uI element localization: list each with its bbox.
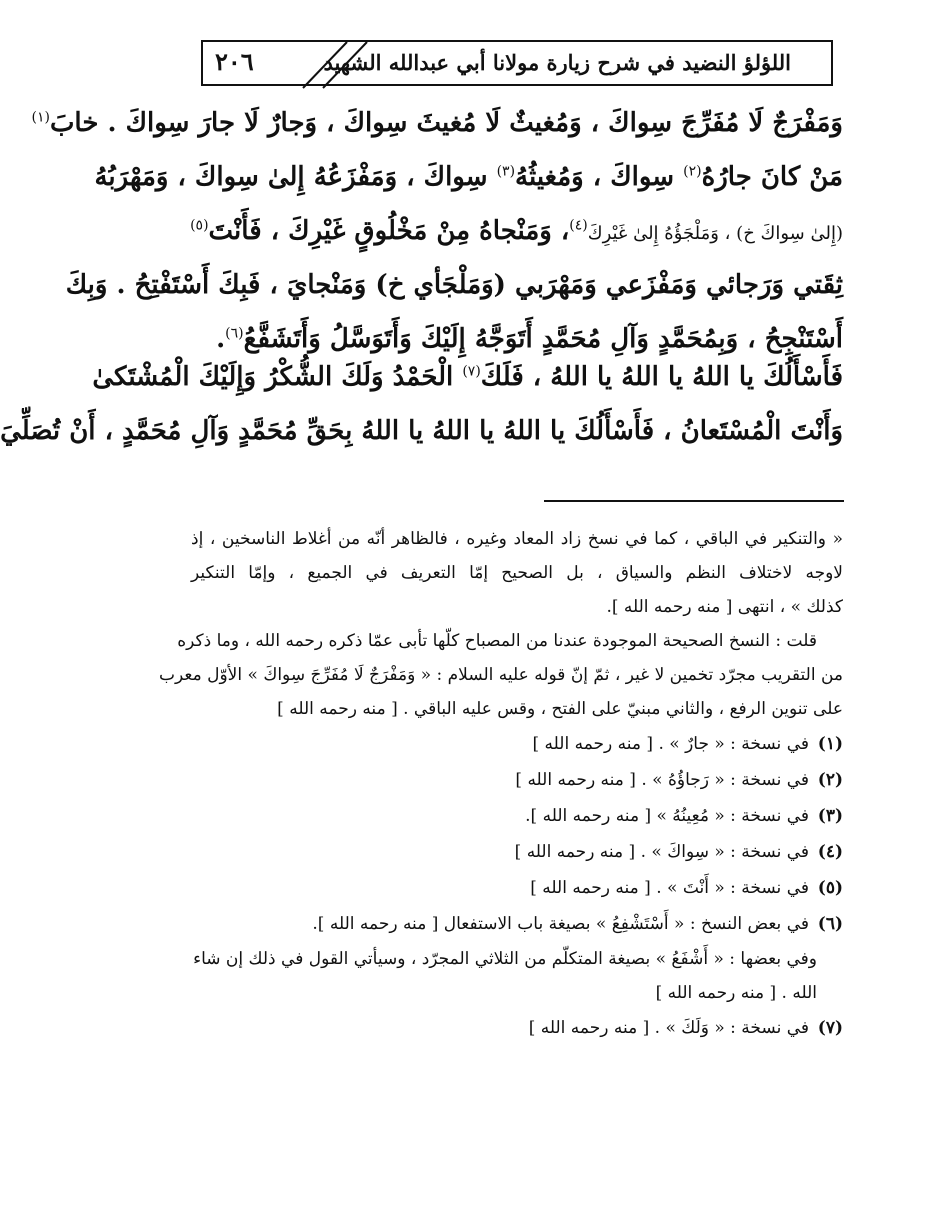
footnote-comment-line: على تنوين الرفع ، والثاني مبنيّ على الفتح ، وقس عليه الباقي . [ منه رحمه الله ] [277, 699, 843, 719]
footnote-item-6-continuation: الله . [ منه رحمه الله ] [655, 983, 817, 1003]
footnote-text: في نسخة : « جارٌ » . [ منه رحمه الله ] [532, 734, 809, 754]
footnote-continued-line: كذلك » ، انتهى [ منه رحمه الله ]. [606, 597, 843, 617]
footnote-number: (٧) [817, 1018, 843, 1038]
main-line-3: (إِلىٰ سِواكَ خ) ، وَمَلْجَؤُهُ إِلىٰ غَيْرِكَ$^{(٤)}$، وَمَنْجاهُ مِنْ مَخْلُوقٍ غَيْرِكَ ، فَأَنْتَ$^{(٥)}$ [190, 216, 843, 246]
main-line-2: مَنْ كانَ جارُهُ$^{(٢)}$ سِواكَ ، وَمُغيثُهُ$^{(٣)}$ سِواكَ ، وَمَفْزَعُهُ إِلىٰ سِواكَ ، وَمَهْرَبُهُ [94, 162, 843, 192]
footnote-item-2 [191, 762, 843, 798]
footnote-continued-line: لاوجه لاختلاف النظم والسياق ، بل الصحيح إمّا التعريف في الجميع ، وإمّا التنكير [191, 563, 843, 583]
footnotes-section [159, 522, 843, 1046]
footnote-text: في بعض النسخ : « أَسْتَشْفِعُ » بصيغة باب الاستفعال [ منه رحمه الله ]. [312, 914, 809, 934]
footnote-mark: (٥) [190, 217, 209, 234]
footnote-item-7 [191, 1010, 843, 1046]
main-line-7: وَأَنْتَ الْمُسْتَعانُ ، فَأَسْأَلُكَ يا اللهُ يا اللهُ يا اللهُ بِحَقِّ مُحَمَّدٍ وَآلِ مُحَمَّدٍ ، أَنْ تُصَلِّيَ [0, 416, 843, 446]
main-line-4: ثِقَتي وَرَجائي وَمَفْزَعي وَمَهْرَبي (وَمَلْجَأي خ) وَمَنْجايَ ، فَبِكَ أَسْتَفْتِحُ . وَبِكَ [65, 270, 843, 300]
footnote-comment-line: قلت : النسخ الصحيحة الموجودة عندنا من المصباح كلّها تأبى عمّا ذكره رحمه الله ، وما ذكره [177, 631, 817, 651]
footnote-number: (٣) [817, 806, 843, 826]
page-number: ٢٠٦ [215, 47, 254, 76]
footnote-separator [544, 500, 844, 502]
footnote-text: في نسخة : « مُعِينُهُ » [ منه رحمه الله ]. [525, 806, 809, 826]
main-line-6: فَأَسْأَلُكَ يا اللهُ يا اللهُ يا اللهُ ، فَلَكَ$^{(٧)}$ الْحَمْدُ وَلَكَ الشُّكْرُ وَإِلَيْكَ الْمُشْتَكىٰ [92, 362, 843, 392]
footnote-text: في نسخة : « سِواكَ » . [ منه رحمه الله ] [514, 842, 809, 862]
footnote-item-4 [191, 834, 843, 870]
footnote-item-3 [191, 798, 843, 834]
footnote-item-5 [191, 870, 843, 906]
footnote-text: في نسخة : « أَنْتَ » . [ منه رحمه الله ] [530, 878, 809, 898]
footnote-item-6-continuation: وفي بعضها : « أَشْفَعُ » بصيغة المتكلّم من الثلاثي المجرّد ، وسيأتي القول في ذلك إن شاء [193, 949, 817, 969]
main-text-block [31, 96, 843, 366]
main-line-5: أَسْتَنْجِحُ ، وَبِمُحَمَّدٍ وَآلِ مُحَمَّدٍ أَتَوَجَّهُ إِلَيْكَ وَأَتَوَسَّلُ وَأَتَشَفَّعُ$^{(٦)}$. [216, 324, 843, 354]
book-title: اللؤلؤ النضيد في شرح زيارة مولانا أبي عبدالله الشهيد [323, 50, 791, 75]
footnote-text: في نسخة : « وَلَكَ » . [ منه رحمه الله ] [528, 1018, 809, 1038]
footnote-mark: (٦) [225, 325, 244, 342]
footnote-item-1 [191, 726, 843, 762]
footnote-continued-line: « والتنكير في الباقي ، كما في نسخ زاد المعاد وغيره ، فالظاهر أنّه من أغلاط الناسخين ، إذ [191, 529, 843, 549]
footnote-item-6 [191, 906, 843, 942]
footnote-mark: (٣) [496, 163, 516, 180]
footnote-number: (٥) [817, 878, 843, 898]
page-header [201, 40, 833, 86]
footnote-mark: (٧) [462, 363, 481, 380]
footnote-number: (١) [817, 734, 843, 754]
footnote-comment-line: من التقريب مجرّد تخمين لا غير ، ثمّ إنّ قوله عليه السلام : « وَمَفْرَجٌ لَا مُفَرِّجَ سِواكَ » الأوّل معرب [159, 665, 843, 685]
footnote-text: في نسخة : « رَجاؤُهُ » . [ منه رحمه الله ] [515, 770, 809, 790]
main-text-block-2 [0, 350, 843, 458]
footnote-number: (٤) [817, 842, 843, 862]
footnote-mark: (٢) [683, 163, 702, 180]
footnote-mark: (١) [31, 109, 50, 126]
main-line-1: وَمَفْرَجٌ لَا مُفَرِّجَ سِواكَ ، وَمُغيثٌ لَا مُغيثَ سِواكَ ، وَجارٌ لَا جارَ سِواكَ . خابَ$^{(١)}$ [31, 108, 843, 138]
footnote-number: (٦) [817, 914, 843, 934]
footnote-number: (٢) [817, 770, 843, 790]
footnote-mark: (٤) [569, 217, 588, 234]
